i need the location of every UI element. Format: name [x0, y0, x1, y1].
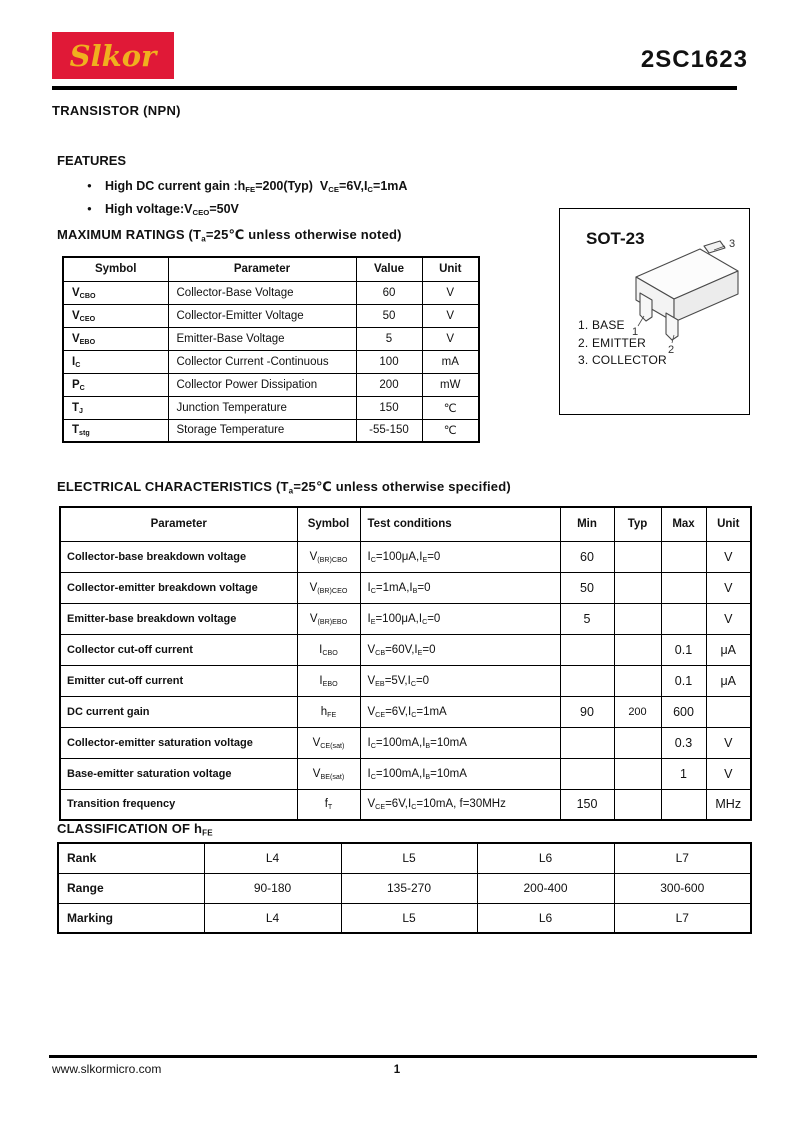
- value-cell: 5: [356, 327, 422, 350]
- pin3-number-label: 3: [729, 238, 736, 250]
- table-row: [63, 373, 479, 396]
- max-cell: 0.1: [661, 634, 706, 665]
- table-row: [60, 541, 751, 572]
- unit-cell: mA: [422, 350, 479, 373]
- table-row: [60, 758, 751, 789]
- parameter-cell: Collector-Emitter Voltage: [168, 304, 356, 327]
- column-header: Parameter: [60, 507, 297, 541]
- min-cell: [560, 727, 614, 758]
- column-header: Symbol: [63, 257, 168, 281]
- unit-cell: V: [706, 541, 751, 572]
- conditions-cell: $V_{EB}=5V,I_C=0$: [360, 665, 560, 696]
- parameter-cell: Collector-Base Voltage: [168, 281, 356, 304]
- value-cell: 100: [356, 350, 422, 373]
- pin2-number-label: 2: [668, 344, 675, 356]
- typ-cell: [614, 541, 661, 572]
- table-row: [58, 903, 751, 933]
- value-cell: 50: [356, 304, 422, 327]
- table-row: [63, 327, 479, 350]
- parameter-cell: Emitter-Base Voltage: [168, 327, 356, 350]
- unit-cell: V: [706, 727, 751, 758]
- max-cell: [661, 541, 706, 572]
- rank-cell: L5: [341, 843, 477, 873]
- features-title: FEATURES: [57, 153, 127, 168]
- electrical-characteristics-title: ELECTRICAL CHARACTERISTICS ($T_a=25℃$ unless otherwise specified): [57, 479, 511, 496]
- column-header: Min: [560, 507, 614, 541]
- range-cell: 200-400: [477, 873, 614, 903]
- marking-cell: L7: [614, 903, 751, 933]
- typ-cell: [614, 634, 661, 665]
- typ-cell: [614, 789, 661, 820]
- footer-website: www.slkormicro.com: [52, 1062, 162, 1076]
- table-row: [63, 281, 479, 304]
- table-row: [60, 789, 751, 820]
- unit-cell: ℃: [422, 419, 479, 442]
- parameter-cell: Collector-emitter breakdown voltage: [60, 572, 297, 603]
- parameter-cell: Emitter-base breakdown voltage: [60, 603, 297, 634]
- pin1-number-label: 1: [632, 326, 639, 338]
- symbol-cell: $f_T$: [297, 789, 360, 820]
- unit-cell: V: [706, 603, 751, 634]
- conditions-cell: $I_E=100\mu A,I_C=0$: [360, 603, 560, 634]
- value-cell: 150: [356, 396, 422, 419]
- min-cell: [560, 634, 614, 665]
- symbol-cell: $h_{FE}$: [297, 696, 360, 727]
- min-cell: 150: [560, 789, 614, 820]
- parameter-cell: Collector-base breakdown voltage: [60, 541, 297, 572]
- column-header: Typ: [614, 507, 661, 541]
- min-cell: 60: [560, 541, 614, 572]
- table-row: [63, 304, 479, 327]
- feature-item: ● High $voltage:V_{CEO}=50V$: [57, 198, 407, 221]
- rank-cell: L4: [204, 843, 341, 873]
- rank-cell: L7: [614, 843, 751, 873]
- parameter-cell: Junction Temperature: [168, 396, 356, 419]
- slkor-logo-text: Slkor: [69, 38, 157, 73]
- table-row: [58, 873, 751, 903]
- max-cell: [661, 572, 706, 603]
- parameter-cell: Collector Power Dissipation: [168, 373, 356, 396]
- min-cell: 50: [560, 572, 614, 603]
- part-number: 2SC1623: [640, 46, 748, 73]
- column-header: Unit: [706, 507, 751, 541]
- unit-cell: V: [422, 304, 479, 327]
- parameter-cell: Storage Temperature: [168, 419, 356, 442]
- parameter-cell: Transition frequency: [60, 789, 297, 820]
- symbol-cell: $V_{EBO}$: [63, 327, 168, 350]
- parameter-cell: Collector cut-off current: [60, 634, 297, 665]
- pin-assignment-list: [578, 317, 667, 370]
- table-row: [60, 727, 751, 758]
- unit-cell: μA: [706, 634, 751, 665]
- min-cell: [560, 758, 614, 789]
- footer-rule: [49, 1055, 757, 1058]
- classification-title: CLASSIFICATION OF $h_{FE}$: [57, 821, 213, 838]
- table-row: [63, 350, 479, 373]
- symbol-cell: $I_C$: [63, 350, 168, 373]
- unit-cell: V: [706, 572, 751, 603]
- feature-item: ● High DC current gain $:h_{FE}=200(Typ)$ $V_{CE}=6V,I_C=1mA$: [57, 175, 407, 198]
- value-cell: 200: [356, 373, 422, 396]
- unit-cell: MHz: [706, 789, 751, 820]
- typ-cell: [614, 727, 661, 758]
- min-cell: [560, 665, 614, 696]
- conditions-cell: $I_C=1mA,I_B=0$: [360, 572, 560, 603]
- device-type: TRANSISTOR (NPN): [52, 103, 181, 118]
- conditions-cell: $V_{CE}=6V,I_C=10mA$, f=30MHz: [360, 789, 560, 820]
- package-outline-box: [559, 208, 750, 415]
- electrical-characteristics-table: [59, 506, 752, 821]
- marking-cell: L5: [341, 903, 477, 933]
- table-row: [63, 419, 479, 442]
- range-cell: 300-600: [614, 873, 751, 903]
- column-header: Symbol: [297, 507, 360, 541]
- symbol-cell: $P_C$: [63, 373, 168, 396]
- max-cell: 0.3: [661, 727, 706, 758]
- table-row: [63, 396, 479, 419]
- typ-cell: [614, 665, 661, 696]
- min-cell: 90: [560, 696, 614, 727]
- marking-cell: L6: [477, 903, 614, 933]
- row-label: Range: [58, 873, 204, 903]
- unit-cell: V: [422, 281, 479, 304]
- maximum-ratings-title: MAXIMUM RATINGS ($T_a=25℃$ unless otherwise noted): [57, 227, 402, 244]
- max-cell: [661, 603, 706, 634]
- unit-cell: ℃: [422, 396, 479, 419]
- unit-cell: μA: [706, 665, 751, 696]
- min-cell: 5: [560, 603, 614, 634]
- column-header: Unit: [422, 257, 479, 281]
- typ-cell: [614, 603, 661, 634]
- pin-label-collector: 3. COLLECTOR: [578, 353, 667, 367]
- parameter-cell: DC current gain: [60, 696, 297, 727]
- value-cell: -55-150: [356, 419, 422, 442]
- maximum-ratings-table: [62, 256, 480, 443]
- typ-cell: 200: [614, 696, 661, 727]
- unit-cell: mW: [422, 373, 479, 396]
- unit-cell: V: [422, 327, 479, 350]
- page-number: 1: [393, 1064, 401, 1076]
- slkor-logo: [52, 32, 174, 79]
- header-rule: [52, 86, 737, 90]
- column-header: Parameter: [168, 257, 356, 281]
- package-name: SOT-23: [586, 229, 645, 248]
- conditions-cell: $I_C=100mA,I_B=10mA$: [360, 758, 560, 789]
- typ-cell: [614, 758, 661, 789]
- row-label: Marking: [58, 903, 204, 933]
- marking-cell: L4: [204, 903, 341, 933]
- symbol-cell: $I_{CBO}$: [297, 634, 360, 665]
- parameter-cell: Base-emitter saturation voltage: [60, 758, 297, 789]
- column-header: Test conditions: [360, 507, 560, 541]
- rank-cell: L6: [477, 843, 614, 873]
- unit-cell: [706, 696, 751, 727]
- symbol-cell: $I_{EBO}$: [297, 665, 360, 696]
- table-row: [60, 696, 751, 727]
- typ-cell: [614, 572, 661, 603]
- max-cell: 0.1: [661, 665, 706, 696]
- symbol-cell: $V_{CE(sat)}$: [297, 727, 360, 758]
- value-cell: 60: [356, 281, 422, 304]
- unit-cell: V: [706, 758, 751, 789]
- conditions-cell: $V_{CE}=6V,I_C=1mA$: [360, 696, 560, 727]
- symbol-cell: $T_J$: [63, 396, 168, 419]
- parameter-cell: Collector-emitter saturation voltage: [60, 727, 297, 758]
- symbol-cell: $V_{CEO}$: [63, 304, 168, 327]
- parameter-cell: Emitter cut-off current: [60, 665, 297, 696]
- classification-table: [57, 842, 752, 934]
- column-header: Max: [661, 507, 706, 541]
- max-cell: [661, 789, 706, 820]
- range-cell: 135-270: [341, 873, 477, 903]
- conditions-cell: $I_C=100mA,I_B=10mA$: [360, 727, 560, 758]
- pin-label-emitter: 2. EMITTER: [578, 335, 647, 350]
- row-label: Rank: [58, 843, 204, 873]
- symbol-cell: $V_{(BR)CEO}$: [297, 572, 360, 603]
- conditions-cell: $I_C=100\mu A,I_E=0$: [360, 541, 560, 572]
- conditions-cell: $V_{CB}=60V,I_E=0$: [360, 634, 560, 665]
- symbol-cell: $V_{(BR)EBO}$: [297, 603, 360, 634]
- table-header-row: [60, 507, 751, 541]
- pin-label-base: 1. BASE: [578, 318, 625, 332]
- table-row: [60, 634, 751, 665]
- max-cell: 600: [661, 696, 706, 727]
- features-section: [57, 153, 407, 220]
- parameter-cell: Collector Current -Continuous: [168, 350, 356, 373]
- symbol-cell: $V_{CBO}$: [63, 281, 168, 304]
- max-cell: 1: [661, 758, 706, 789]
- symbol-cell: $V_{(BR)CBO}$: [297, 541, 360, 572]
- table-row: [60, 603, 751, 634]
- column-header: Value: [356, 257, 422, 281]
- symbol-cell: $T_{stg}$: [63, 419, 168, 442]
- range-cell: 90-180: [204, 873, 341, 903]
- table-row: [58, 843, 751, 873]
- table-header-row: [63, 257, 479, 281]
- table-row: [60, 572, 751, 603]
- table-row: [60, 665, 751, 696]
- symbol-cell: $V_{BE(sat)}$: [297, 758, 360, 789]
